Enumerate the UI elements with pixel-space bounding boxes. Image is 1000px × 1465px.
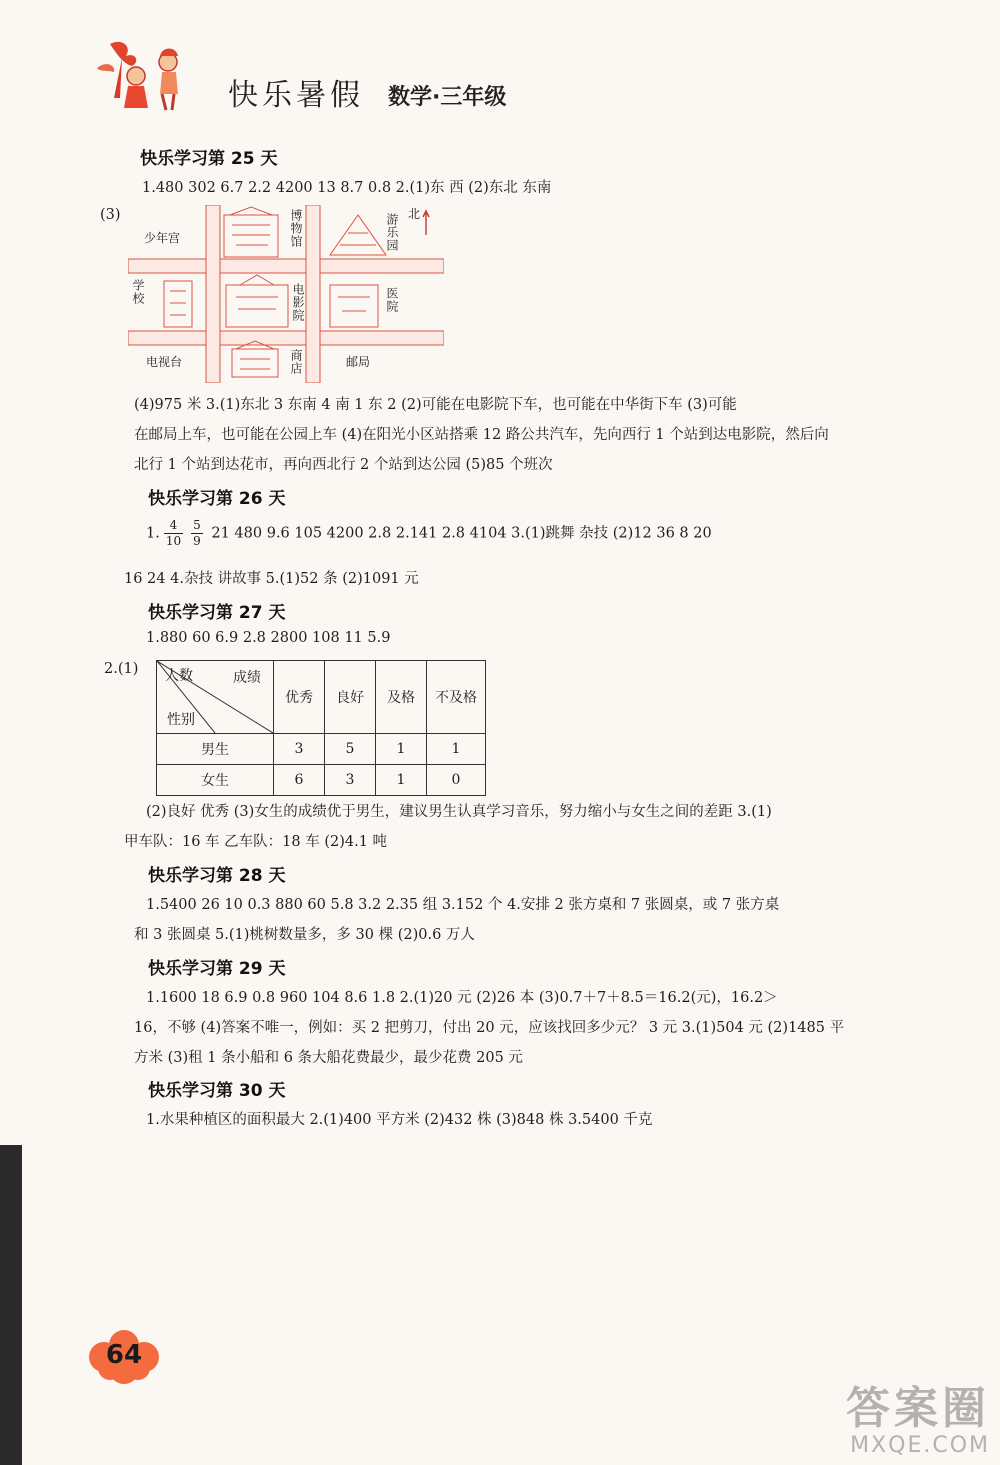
- north-arrow-icon: [422, 209, 430, 237]
- map-museum: 博物馆: [289, 209, 303, 248]
- day-26-line-1: [146, 518, 712, 549]
- map-park: 游乐园: [385, 213, 399, 252]
- table-cell: 0: [427, 765, 486, 796]
- row-label: 男生: [157, 734, 274, 765]
- map-shop: 商店: [289, 349, 303, 375]
- day-30-title: 快乐学习第 30 天: [148, 1081, 286, 1101]
- day-26-line-2: 16 24 4.杂技 讲故事 5.(1)52 条 (2)1091 元: [124, 571, 419, 587]
- row-label: 女生: [157, 765, 274, 796]
- day-30-line-1: 1.水果种植区的面积最大 2.(1)400 平方米 (2)432 株 (3)848 株 3.5400 千克: [146, 1112, 653, 1128]
- map-youth-palace: 少年宫: [144, 231, 181, 245]
- day-29-title: 快乐学习第 29 天: [148, 959, 286, 979]
- map-north-label: 北: [408, 207, 421, 221]
- day-25-line-3: 在邮局上车，也可能在公园上车 (4)在阳光小区站搭乘 12 路公共汽车，先向西行 1 个站到达电影院，然后向: [134, 427, 829, 443]
- map-hospital: 医院: [385, 287, 399, 313]
- day-26-line-1-rest: 21 480 9.6 105 4200 2.8 2.141 2.8 4104 3.(1)跳舞 杂技 (2)12 36 8 20: [211, 525, 712, 542]
- map-question-label: (3): [100, 207, 121, 223]
- day-28-line-1: 1.5400 26 10 0.3 880 60 5.8 3.2 2.35 组 3.152 个 4.安排 2 张方桌和 7 张圆桌，或 7 张方桌: [146, 897, 780, 913]
- corner-count-label: 人数: [165, 668, 193, 684]
- page-edge-bar: [0, 1145, 22, 1465]
- day-27-line-1: 1.880 60 6.9 2.8 2800 108 11 5.9: [146, 630, 391, 646]
- score-table: [156, 660, 486, 796]
- day-27-title: 快乐学习第 27 天: [148, 603, 286, 623]
- day-26-prefix: 1.: [146, 525, 160, 542]
- day-29-line-2: 16，不够 (4)答案不唯一，例如：买 2 把剪刀，付出 20 元，应该找回多少元？ 3 元 3.(1)504 元 (2)1485 平: [134, 1020, 845, 1036]
- day-26-title: 快乐学习第 26 天: [148, 489, 286, 509]
- map-school: 学校: [131, 279, 145, 305]
- city-map: [128, 205, 444, 383]
- day-25-line-2: (4)975 米 3.(1)东北 3 东南 4 南 1 东 2 (2)可能在电影院下车，也可能在中华街下车 (3)可能: [134, 397, 737, 413]
- table-cell: 1: [376, 734, 427, 765]
- table-cell: 1: [376, 765, 427, 796]
- corner-grade-label: 成绩: [233, 670, 261, 686]
- site-watermark: [732, 1385, 990, 1461]
- day-27-line-2: (2)良好 优秀 (3)女生的成绩优于男生，建议男生认真学习音乐，努力缩小与女生之间的差距 3.(1): [146, 804, 772, 820]
- header-pass: 及格: [376, 661, 427, 734]
- watermark-logo-text: 答案圈: [846, 1383, 990, 1434]
- header-good: 良好: [325, 661, 376, 734]
- table-row-boys: [157, 734, 486, 765]
- day-29-line-1: 1.1600 18 6.9 0.8 960 104 8.6 1.8 2.(1)20 元 (2)26 本 (3)0.7＋7＋8.5＝16.2(元)，16.2＞: [146, 990, 778, 1006]
- day-25-line-4: 北行 1 个站到达花市，再向西北行 2 个站到达公园 (5)85 个班次: [134, 457, 553, 473]
- day-25-line-1: 1.480 302 6.7 2.2 4200 13 8.7 0.8 2.(1)东 西 (2)东北 东南: [142, 180, 552, 196]
- corner-gender-label: 性别: [167, 712, 195, 728]
- day-27-line-3: 甲车队：16 车 乙车队：18 车 (2)4.1 吨: [124, 834, 388, 850]
- watermark-url: MXQE.COM: [850, 1433, 990, 1458]
- page-number-badge: [88, 1330, 160, 1384]
- table-cell: 3: [274, 734, 325, 765]
- day-29-line-3: 方米 (3)租 1 条小船和 6 条大船花费最少，最少花费 205 元: [134, 1050, 523, 1066]
- table-question-label: 2.(1): [104, 661, 139, 677]
- cartoon-children-logo: [92, 38, 202, 114]
- table-cell: 1: [427, 734, 486, 765]
- day-28-title: 快乐学习第 28 天: [148, 866, 286, 886]
- day-28-line-2: 和 3 张圆桌 5.(1)桃树数量多，多 30 棵 (2)0.6 万人: [134, 927, 475, 943]
- day-25-title: 快乐学习第 25 天: [140, 149, 278, 169]
- table-row-girls: [157, 765, 486, 796]
- book-subject: 数学·三年级: [388, 85, 507, 110]
- fraction-4-10: $\frac{4}{10}$: [165, 518, 182, 548]
- header-fail: 不及格: [427, 661, 486, 734]
- table-cell: 5: [325, 734, 376, 765]
- table-cell: 6: [274, 765, 325, 796]
- map-post-office: 邮局: [346, 355, 371, 369]
- book-title: 快乐暑假: [228, 78, 364, 113]
- table-corner-cell: [157, 661, 274, 734]
- map-cinema: 电影院: [291, 283, 305, 322]
- table-cell: 3: [325, 765, 376, 796]
- page-number: 64: [105, 1340, 143, 1370]
- fraction-5-9: $\frac{5}{9}$: [193, 518, 201, 548]
- header-excellent: 优秀: [274, 661, 325, 734]
- map-tv-station: 电视台: [146, 355, 183, 369]
